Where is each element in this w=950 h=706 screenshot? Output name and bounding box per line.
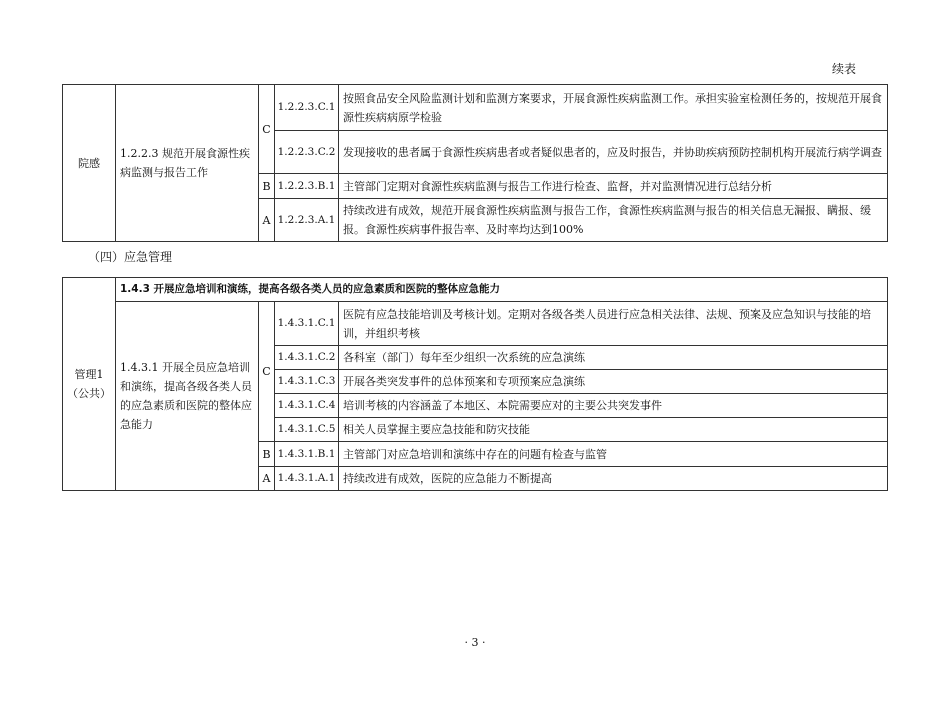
- text-cell: 持续改进有成效，规范开展食源性疾病监测与报告工作，食源性疾病监测与报告的相关信息无漏报、瞒报、缓报。食源性疾病事件报告率、及时率均达到100%: [339, 199, 888, 242]
- text-cell: 开展各类突发事件的总体预案和专项预案应急演练: [339, 370, 888, 394]
- standard-header: 1.4.3 开展应急培训和演练，提高各级各类人员的应急素质和医院的整体应急能力: [116, 278, 888, 302]
- grade-cell: B: [259, 442, 275, 467]
- text-cell: 主管部门对应急培训和演练中存在的问题有检查与监管: [339, 442, 888, 467]
- text-cell: 按照食品安全风险监测计划和监测方案要求，开展食源性疾病监测工作。承担实验室检测任务的，按规范开展食源性疾病病原学检验: [339, 85, 888, 131]
- code-cell: 1.4.3.1.C.5: [275, 418, 339, 442]
- table-row: [63, 302, 888, 346]
- code-cell: 1.2.2.3.B.1: [275, 174, 339, 199]
- text-cell: 持续改进有成效，医院的应急能力不断提高: [339, 467, 888, 491]
- text-cell: 培训考核的内容涵盖了本地区、本院需要应对的主要公共突发事件: [339, 394, 888, 418]
- code-cell: 1.2.2.3.C.1: [275, 85, 339, 131]
- emergency-management-table: [62, 277, 888, 491]
- code-cell: 1.4.3.1.C.4: [275, 394, 339, 418]
- code-cell: 1.4.3.1.C.2: [275, 346, 339, 370]
- grade-cell: A: [259, 199, 275, 242]
- section-heading: （四）应急管理: [88, 250, 173, 264]
- code-cell: 1.4.3.1.B.1: [275, 442, 339, 467]
- text-cell: 相关人员掌握主要应急技能和防灾技能: [339, 418, 888, 442]
- grade-cell: A: [259, 467, 275, 491]
- dept-cell: 管理1（公共）: [63, 278, 116, 491]
- page-number: · 3 ·: [464, 636, 486, 649]
- text-cell: 各科室（部门）每年至少组织一次系统的应急演练: [339, 346, 888, 370]
- grade-cell: C: [259, 85, 275, 174]
- table-header-row: [63, 278, 888, 302]
- text-cell: 医院有应急技能培训及考核计划。定期对各级各类人员进行应急相关法律、法规、预案及应急知识与技能的培训，并组织考核: [339, 302, 888, 346]
- text-cell: 发现接收的患者属于食源性疾病患者或者疑似患者的，应及时报告，并协助疾病预防控制机构开展流行病学调查: [339, 131, 888, 174]
- text-cell: 主管部门定期对食源性疾病监测与报告工作进行检查、监督，并对监测情况进行总结分析: [339, 174, 888, 199]
- item-cell: 1.4.3.1 开展全员应急培训和演练，提高各级各类人员的应急素质和医院的整体应急能力: [116, 302, 259, 491]
- code-cell: 1.4.3.1.C.1: [275, 302, 339, 346]
- code-cell: 1.2.2.3.C.2: [275, 131, 339, 174]
- grade-cell: B: [259, 174, 275, 199]
- grade-cell: C: [259, 302, 275, 442]
- table-row: [63, 85, 888, 131]
- item-cell: 1.2.2.3 规范开展食源性疾病监测与报告工作: [116, 85, 259, 242]
- dept-cell: 院感: [63, 85, 116, 242]
- code-cell: 1.4.3.1.C.3: [275, 370, 339, 394]
- code-cell: 1.4.3.1.A.1: [275, 467, 339, 491]
- code-cell: 1.2.2.3.A.1: [275, 199, 339, 242]
- infection-control-table: [62, 84, 888, 242]
- continued-label: 续表: [832, 62, 857, 76]
